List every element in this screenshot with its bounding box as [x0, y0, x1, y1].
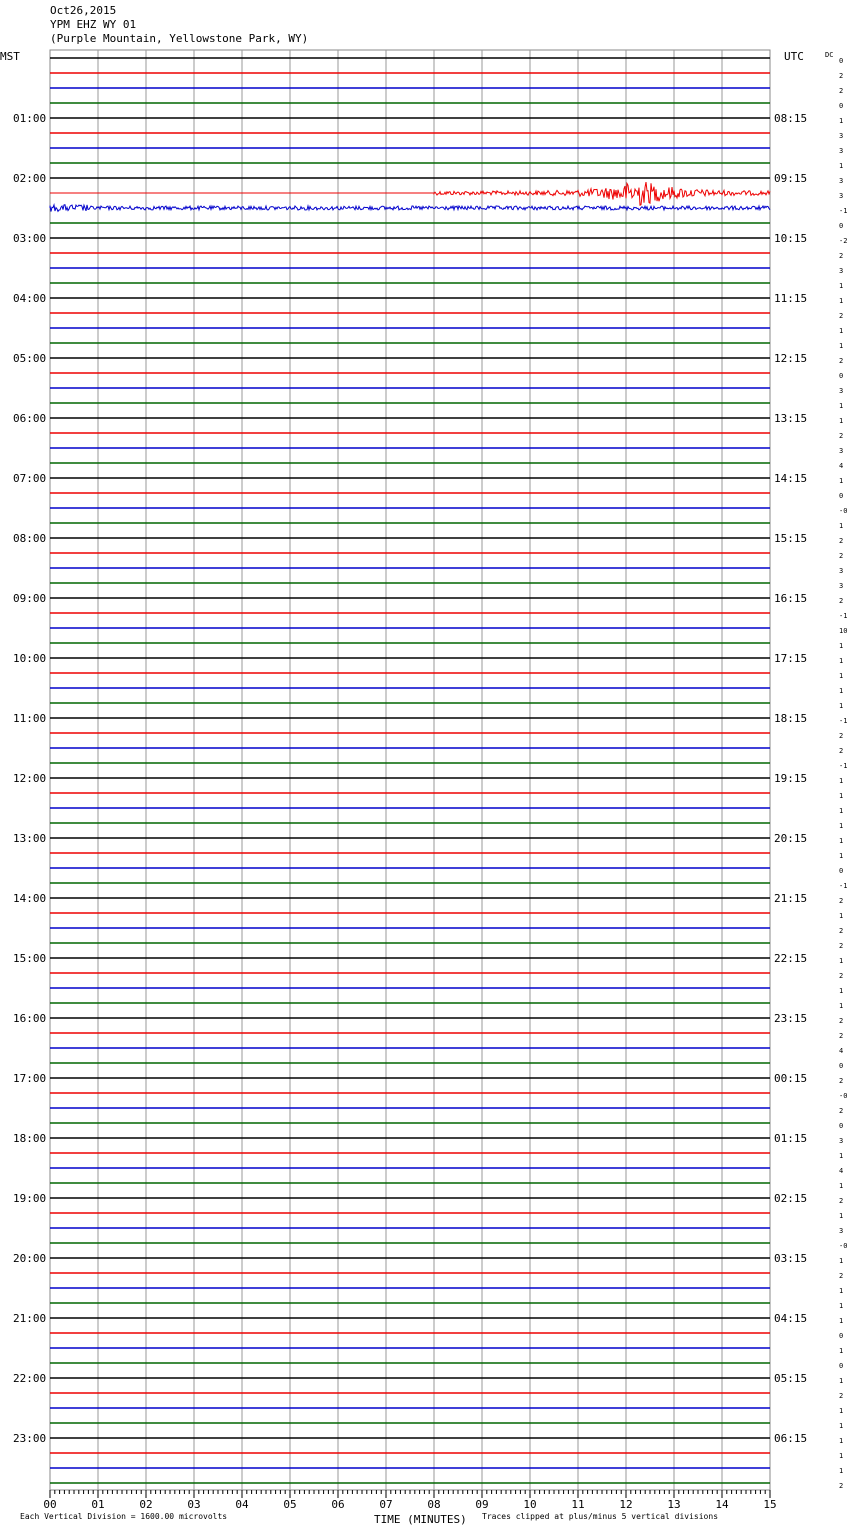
- dc-offset-value: 3: [839, 387, 844, 395]
- dc-offset-value: 3: [839, 177, 844, 185]
- mst-hour-label: 16:00: [13, 1012, 47, 1025]
- mst-hour-label: 15:00: [13, 952, 47, 965]
- x-tick-label: 00: [43, 1498, 57, 1511]
- dc-offset-value: 1: [839, 1302, 844, 1310]
- dc-offset-value: 1: [839, 837, 844, 845]
- dc-offset-value: 2: [839, 87, 844, 95]
- dc-offset-value: 1: [839, 642, 844, 650]
- x-tick-label: 07: [379, 1498, 393, 1511]
- utc-hour-label: 06:15: [774, 1432, 808, 1445]
- mst-hour-label: 17:00: [13, 1072, 47, 1085]
- dc-offset-value: 0: [839, 1122, 844, 1130]
- mst-hour-label: 01:00: [13, 112, 47, 125]
- dc-offset-value: 0: [839, 492, 844, 500]
- x-tick-label: 06: [331, 1498, 345, 1511]
- seismic-event-trace: [50, 205, 770, 212]
- dc-offset-value: 2: [839, 312, 844, 320]
- utc-hour-label: 09:15: [774, 172, 808, 185]
- utc-hour-label: 11:15: [774, 292, 808, 305]
- dc-offset-value: -1: [839, 612, 848, 620]
- dc-offset-value: 1: [839, 987, 844, 995]
- utc-hour-label: 17:15: [774, 652, 808, 665]
- dc-offset-value: -1: [839, 762, 848, 770]
- dc-offset-value: 3: [839, 567, 844, 575]
- dc-offset-value: 0: [839, 372, 844, 380]
- dc-offset-value: 1: [839, 1347, 844, 1355]
- utc-hour-label: 19:15: [774, 772, 808, 785]
- dc-offset-value: -1: [839, 882, 848, 890]
- utc-hour-label: 16:15: [774, 592, 808, 605]
- dc-offset-value: 0: [839, 102, 844, 110]
- location-label: (Purple Mountain, Yellowstone Park, WY): [50, 32, 309, 45]
- dc-offset-value: 2: [839, 942, 844, 950]
- dc-offset-value: 3: [839, 1137, 844, 1145]
- dc-offset-value: 2: [839, 1017, 844, 1025]
- station-label: YPM EHZ WY 01: [50, 18, 137, 31]
- dc-offset-value: 3: [839, 447, 844, 455]
- mst-hour-label: 11:00: [13, 712, 47, 725]
- utc-hour-label: 18:15: [774, 712, 808, 725]
- utc-hour-label: 08:15: [774, 112, 808, 125]
- utc-hour-label: 10:15: [774, 232, 808, 245]
- mst-hour-label: 21:00: [13, 1312, 47, 1325]
- utc-hour-label: 13:15: [774, 412, 808, 425]
- x-tick-label: 10: [523, 1498, 537, 1511]
- x-tick-label: 11: [571, 1498, 585, 1511]
- dc-offset-value: 1: [839, 1212, 844, 1220]
- dc-offset-value: 1: [839, 1152, 844, 1160]
- dc-offset-value: 1: [839, 1002, 844, 1010]
- dc-offset-value: -0: [839, 507, 848, 515]
- dc-offset-value: 3: [839, 1227, 844, 1235]
- mst-hour-label: 20:00: [13, 1252, 47, 1265]
- dc-offset-value: 3: [839, 147, 844, 155]
- dc-offset-value: 3: [839, 267, 844, 275]
- dc-offset-value: 4: [839, 1167, 844, 1175]
- dc-offset-value: 1: [839, 162, 844, 170]
- dc-offset-value: 0: [839, 1062, 844, 1070]
- x-tick-label: 09: [475, 1498, 489, 1511]
- dc-label: DC: [825, 51, 834, 59]
- dc-offset-value: -2: [839, 237, 848, 245]
- dc-offset-value: 1: [839, 777, 844, 785]
- x-tick-label: 15: [763, 1498, 777, 1511]
- x-tick-label: 01: [91, 1498, 105, 1511]
- dc-offset-value: -0: [839, 1242, 848, 1250]
- dc-offset-value: 2: [839, 72, 844, 80]
- dc-offset-value: 1: [839, 117, 844, 125]
- x-tick-label: 03: [187, 1498, 201, 1511]
- dc-offset-value: 1: [839, 807, 844, 815]
- dc-offset-value: 1: [839, 912, 844, 920]
- dc-offset-value: 2: [839, 537, 844, 545]
- dc-offset-value: 1: [839, 792, 844, 800]
- mst-hour-label: 23:00: [13, 1432, 47, 1445]
- dc-offset-value: 1: [839, 342, 844, 350]
- dc-offset-value: 2: [839, 1077, 844, 1085]
- dc-offset-value: 1: [839, 417, 844, 425]
- dc-offset-value: 0: [839, 57, 844, 65]
- dc-offset-value: 0: [839, 1332, 844, 1340]
- dc-offset-value: -1: [839, 717, 848, 725]
- dc-offset-value: 3: [839, 192, 844, 200]
- utc-hour-label: 03:15: [774, 1252, 808, 1265]
- x-tick-label: 02: [139, 1498, 153, 1511]
- dc-offset-value: 1: [839, 297, 844, 305]
- dc-offset-value: 2: [839, 732, 844, 740]
- clip-note: Traces clipped at plus/minus 5 vertical divisions: [482, 1512, 719, 1521]
- x-tick-label: 05: [283, 1498, 297, 1511]
- mst-hour-label: 18:00: [13, 1132, 47, 1145]
- dc-offset-value: 1: [839, 477, 844, 485]
- dc-offset-value: 2: [839, 927, 844, 935]
- mst-hour-label: 08:00: [13, 532, 47, 545]
- dc-offset-value: 1: [839, 687, 844, 695]
- left-timezone-label: MST: [0, 50, 20, 63]
- dc-offset-value: 1: [839, 522, 844, 530]
- dc-offset-value: 2: [839, 1392, 844, 1400]
- utc-hour-label: 14:15: [774, 472, 808, 485]
- mst-hour-label: 19:00: [13, 1192, 47, 1205]
- utc-hour-label: 12:15: [774, 352, 808, 365]
- dc-offset-value: 10: [839, 627, 848, 635]
- dc-offset-value: 2: [839, 252, 844, 260]
- dc-offset-value: 2: [839, 357, 844, 365]
- mst-hour-label: 10:00: [13, 652, 47, 665]
- utc-hour-label: 23:15: [774, 1012, 808, 1025]
- dc-offset-value: 1: [839, 852, 844, 860]
- utc-hour-label: 01:15: [774, 1132, 808, 1145]
- mst-hour-label: 07:00: [13, 472, 47, 485]
- dc-offset-value: 4: [839, 1047, 844, 1055]
- x-tick-label: 14: [715, 1498, 729, 1511]
- dc-offset-value: 2: [839, 747, 844, 755]
- dc-offset-value: 3: [839, 132, 844, 140]
- x-tick-label: 04: [235, 1498, 249, 1511]
- dc-offset-value: -1: [839, 207, 848, 215]
- dc-offset-value: 0: [839, 222, 844, 230]
- dc-offset-value: 2: [839, 1482, 844, 1490]
- mst-hour-label: 05:00: [13, 352, 47, 365]
- mst-hour-label: 13:00: [13, 832, 47, 845]
- dc-offset-value: 1: [839, 702, 844, 710]
- dc-offset-value: 2: [839, 1107, 844, 1115]
- mst-hour-label: 14:00: [13, 892, 47, 905]
- dc-offset-value: 2: [839, 432, 844, 440]
- x-tick-label: 13: [667, 1498, 681, 1511]
- x-axis-title: TIME (MINUTES): [374, 1513, 467, 1526]
- dc-offset-value: 2: [839, 1272, 844, 1280]
- dc-offset-value: 1: [839, 1467, 844, 1475]
- seismic-event-trace: [50, 182, 770, 205]
- dc-offset-value: 1: [839, 822, 844, 830]
- mst-hour-label: 02:00: [13, 172, 47, 185]
- mst-hour-label: 04:00: [13, 292, 47, 305]
- dc-offset-value: 1: [839, 1287, 844, 1295]
- utc-hour-label: 22:15: [774, 952, 808, 965]
- dc-offset-value: 1: [839, 327, 844, 335]
- dc-offset-value: 2: [839, 552, 844, 560]
- dc-offset-value: 0: [839, 867, 844, 875]
- dc-offset-value: 4: [839, 462, 844, 470]
- utc-hour-label: 21:15: [774, 892, 808, 905]
- utc-hour-label: 02:15: [774, 1192, 808, 1205]
- x-tick-label: 12: [619, 1498, 633, 1511]
- dc-offset-value: 2: [839, 597, 844, 605]
- dc-offset-value: 2: [839, 1032, 844, 1040]
- dc-offset-value: 2: [839, 897, 844, 905]
- dc-offset-value: 1: [839, 1437, 844, 1445]
- utc-hour-label: 20:15: [774, 832, 808, 845]
- date-label: Oct26,2015: [50, 4, 117, 17]
- dc-offset-value: 0: [839, 1362, 844, 1370]
- dc-offset-value: 1: [839, 1407, 844, 1415]
- dc-offset-value: 1: [839, 1317, 844, 1325]
- utc-hour-label: 05:15: [774, 1372, 808, 1385]
- dc-offset-value: 1: [839, 1452, 844, 1460]
- dc-offset-value: 1: [839, 957, 844, 965]
- right-timezone-label: UTC: [784, 50, 804, 63]
- dc-offset-value: 1: [839, 1182, 844, 1190]
- mst-hour-label: 09:00: [13, 592, 47, 605]
- scale-note: Each Vertical Division = 1600.00 microvolts: [20, 1512, 228, 1521]
- plot-frame: [50, 50, 770, 1490]
- utc-hour-label: 15:15: [774, 532, 808, 545]
- dc-offset-value: -0: [839, 1092, 848, 1100]
- dc-offset-value: 1: [839, 1257, 844, 1265]
- dc-offset-value: 2: [839, 1197, 844, 1205]
- dc-offset-value: 1: [839, 1422, 844, 1430]
- mst-hour-label: 22:00: [13, 1372, 47, 1385]
- dc-offset-value: 1: [839, 1377, 844, 1385]
- dc-offset-value: 3: [839, 582, 844, 590]
- utc-hour-label: 00:15: [774, 1072, 808, 1085]
- mst-hour-label: 06:00: [13, 412, 47, 425]
- mst-hour-label: 03:00: [13, 232, 47, 245]
- utc-hour-label: 04:15: [774, 1312, 808, 1325]
- dc-offset-value: 1: [839, 282, 844, 290]
- dc-offset-value: 1: [839, 672, 844, 680]
- dc-offset-value: 2: [839, 972, 844, 980]
- mst-hour-label: 12:00: [13, 772, 47, 785]
- dc-offset-value: 1: [839, 402, 844, 410]
- dc-offset-value: 1: [839, 657, 844, 665]
- x-tick-label: 08: [427, 1498, 441, 1511]
